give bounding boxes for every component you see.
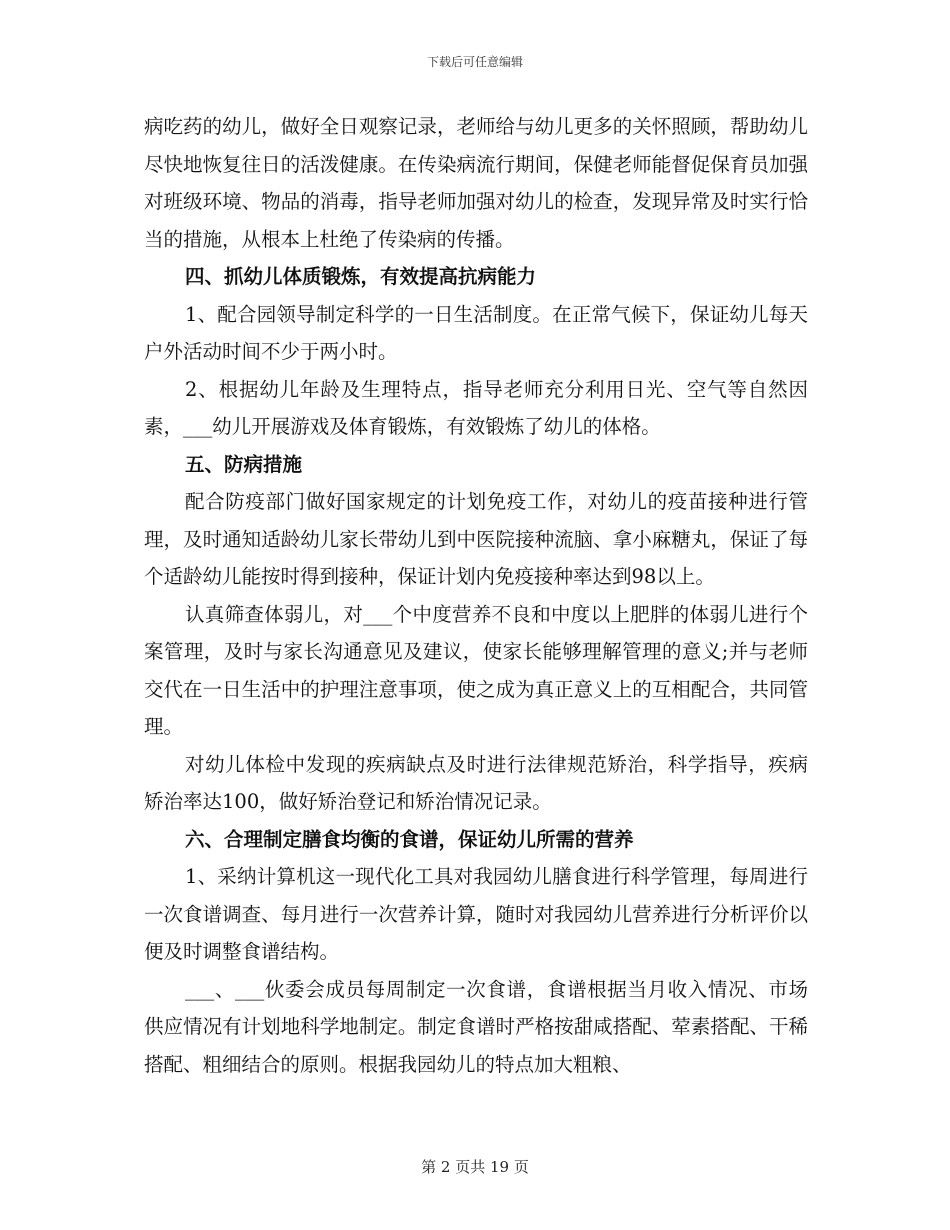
page-header: 下载后可任意编辑 <box>426 55 523 69</box>
paragraph: 认真筛查体弱儿，对___个中度营养不良和中度以上肥胖的体弱儿进行个案管理，及时与家长沟通意见及建议，使家长能够理解管理的意义;并与老师交代在一日生活中的护理注意事项，使之成为真正意义上的互相配合，共同管理。 <box>144 602 808 738</box>
section-heading: 五、防病措施 <box>185 452 303 476</box>
paragraph: 对幼儿体检中发现的疾病缺点及时进行法律规范矫治，科学指导，疾病矫治率达100，做好矫治登记和矫治情况记录。 <box>144 752 808 813</box>
paragraph: 配合防疫部门做好国家规定的计划免疫工作，对幼儿的疫苗接种进行管理，及时通知适龄幼儿家长带幼儿到中医院接种流脑、拿小麻糖丸，保证了每个适龄幼儿能按时得到接种，保证计划内免疫接种率达到98以上。 <box>144 490 808 588</box>
page-footer: 第 2 页共 19 页 <box>421 1158 529 1176</box>
paragraph: 2、根据幼儿年龄及生理特点，指导老师充分利用日光、空气等自然因素，___幼儿开展游戏及体育锻炼，有效锻炼了幼儿的体格。 <box>144 377 808 438</box>
paragraph: 病吃药的幼儿，做好全日观察记录，老师给与幼儿更多的关怀照顾，帮助幼儿尽快地恢复往日的活泼健康。在传染病流行期间，保健老师能督促保育员加强对班级环境、物品的消毒，指导老师加强对幼儿的检查，发现异常及时实行恰当的措施，从根本上杜绝了传染病的传播。 <box>144 115 808 251</box>
section-heading: 六、合理制定膳食均衡的食谱，保证幼儿所需的营养 <box>185 827 634 851</box>
paragraph: 1、配合园领导制定科学的一日生活制度。在正常气候下，保证幼儿每天户外活动时间不少于两小时。 <box>144 302 808 363</box>
document-body <box>144 108 808 1083</box>
paragraph: ___、___伙委会成员每周制定一次食谱，食谱根据当月收入情况、市场供应情况有计划地科学地制定。制定食谱时严格按甜咸搭配、荤素搭配、干稀搭配、粗细结合的原则。根据我园幼儿的特点加大粗粮、 <box>144 977 808 1076</box>
paragraph: 1、采纳计算机这一现代化工具对我园幼儿膳食进行科学管理，每周进行一次食谱调查、每月进行一次营养计算，随时对我园幼儿营养进行分析评价以便及时调整食谱结构。 <box>144 865 808 963</box>
section-heading: 四、抓幼儿体质锻炼，有效提高抗病能力 <box>185 265 537 288</box>
